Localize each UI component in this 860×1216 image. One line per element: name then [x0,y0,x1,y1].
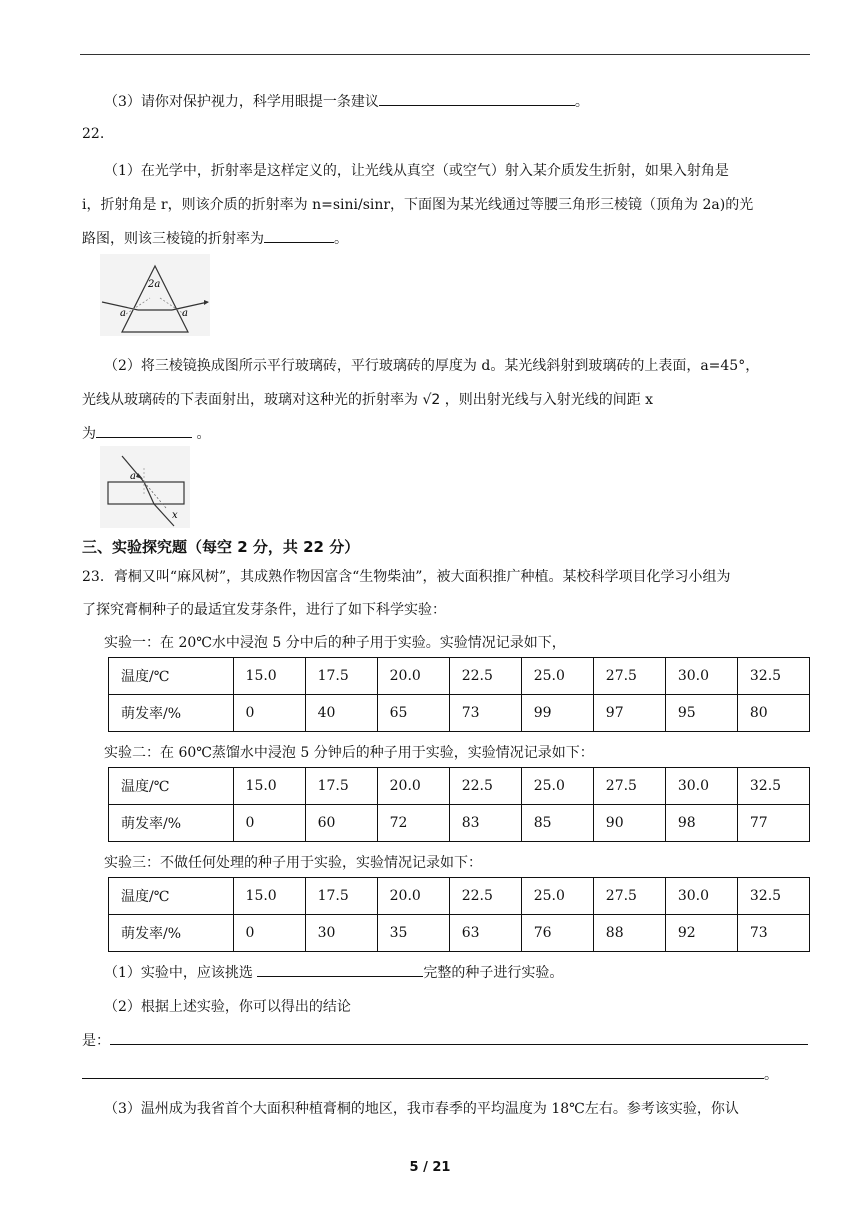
table-cell: 72 [377,805,449,842]
glass-slab-figure [100,446,190,528]
table-row [109,768,810,805]
table-cell: 17.5 [305,878,377,915]
table-cell: 30 [305,915,377,952]
table-row [109,878,810,915]
q23-part2-answer-line2 [82,1064,778,1084]
table-row [109,695,810,732]
table-row [109,915,810,952]
q22-p1-line3 [82,228,348,248]
table-cell: 90 [593,805,665,842]
table-cell: 83 [449,805,521,842]
table-cell: 97 [593,695,665,732]
q23-part3: （3）温州成为我省首个大面积种植膏桐的地区，我市春季的平均温度为 18℃左右。参考该实验，你认 [104,1101,739,1117]
q23-part2: （2）根据上述实验，你可以得出的结论 [104,999,351,1015]
table-cell: 40 [305,695,377,732]
answer-blank[interactable] [379,91,575,106]
table-cell: 17.5 [305,658,377,695]
table-cell: 63 [449,915,521,952]
q22-number: 22. [82,126,105,142]
table-cell: 32.5 [737,658,809,695]
table-cell: 15.0 [233,658,305,695]
table-cell: 20.0 [377,768,449,805]
table-cell: 0 [233,805,305,842]
q22-p1-line3-text: 路图，则该三棱镜的折射率为 [82,231,264,247]
table-cell: 88 [593,915,665,952]
table-cell: 25.0 [521,768,593,805]
table-cell: 25.0 [521,658,593,695]
answer-blank[interactable] [257,962,423,977]
table-cell: 95 [665,695,737,732]
right-angle-label: a [182,308,188,319]
experiment-1-table [108,657,810,732]
apex-angle-label: 2a [148,279,161,290]
q22-p2-line2-rest: ，则出射光线与入射光线的间距 x [440,392,654,408]
table-row [109,658,810,695]
table-cell: 98 [665,805,737,842]
table-cell: 萌发率/% [109,915,234,952]
table-cell: 85 [521,805,593,842]
q22-p1-line1: （1）在光学中，折射率是这样定义的，让光线从真空（或空气）射入某介质发生折射，如果入射角是 [104,163,729,179]
q23-part2-is: 是： [82,1033,110,1049]
table-cell: 15.0 [233,878,305,915]
header-rule [80,54,810,55]
q22-p2-line1: （2）将三棱镜换成图所示平行玻璃砖，平行玻璃砖的厚度为 d。某光线斜射到玻璃砖的上表面，a=45°， [104,358,760,374]
q21-part3 [104,91,589,111]
experiment-2-desc: 实验二：在 60℃蒸馏水中浸泡 5 分钟后的种子用于实验，实验情况记录如下： [104,745,594,761]
table-cell: 0 [233,915,305,952]
table-cell: 温度/℃ [109,768,234,805]
experiment-2-table [108,767,810,842]
table-cell: 92 [665,915,737,952]
q23-part1 [104,962,563,982]
table-cell: 60 [305,805,377,842]
table-cell: 0 [233,695,305,732]
table-cell: 76 [521,915,593,952]
q23-line2: 了探究膏桐种子的最适宜发芽条件，进行了如下科学实验： [82,602,446,618]
table-cell: 27.5 [593,768,665,805]
answer-blank[interactable] [110,1030,808,1045]
table-cell: 99 [521,695,593,732]
table-cell: 20.0 [377,878,449,915]
left-angle-label: a [120,308,126,319]
section-title: 三、实验探究题（每空 2 分，共 22 分） [82,538,360,556]
table-row [109,805,810,842]
table-cell: 30.0 [665,768,737,805]
q21-part3-end: 。 [574,94,589,110]
page-number: 5 / 21 [409,1160,451,1175]
table-cell: 萌发率/% [109,695,234,732]
table-cell: 25.0 [521,878,593,915]
table-cell: 65 [377,695,449,732]
q23-part1-text: （1）实验中，应该挑选 [104,965,258,981]
q21-part3-text: （3）请你对保护视力，科学用眼提一条建议 [104,94,379,110]
table-cell: 80 [737,695,809,732]
prism-diagram [100,254,210,336]
q23-line1: 23．膏桐又叫“麻风树”，其成熟作物因富含“生物柴油”，被大面积推广种植。某校科学项目化学习小组为 [82,569,731,585]
table-cell: 73 [737,915,809,952]
q22-p2-line3 [82,423,210,443]
table-cell: 30.0 [665,878,737,915]
table-cell: 22.5 [449,768,521,805]
table-cell: 温度/℃ [109,658,234,695]
answer-blank[interactable] [96,423,192,438]
offset-x-label: x [172,510,178,521]
table-cell: 17.5 [305,768,377,805]
answer-blank[interactable] [264,228,334,243]
q22-p2-line2 [82,389,653,409]
q23-part1-end: 完整的种子进行实验。 [423,965,564,981]
table-cell: 35 [377,915,449,952]
table-cell: 22.5 [449,658,521,695]
prism-figure [100,254,210,336]
table-cell: 萌发率/% [109,805,234,842]
q22-p2-line3-end: 。 [192,426,211,442]
table-cell: 27.5 [593,658,665,695]
table-cell: 77 [737,805,809,842]
answer-blank[interactable] [82,1064,764,1079]
table-cell: 温度/℃ [109,878,234,915]
experiment-1-desc: 实验一：在 20℃水中浸泡 5 分中后的种子用于实验。实验情况记录如下， [104,635,566,651]
glass-slab-diagram [100,446,190,528]
table-cell: 73 [449,695,521,732]
table-cell: 30.0 [665,658,737,695]
sqrt-two: √2 [422,392,441,408]
q23-part2-end: 。 [764,1067,778,1083]
table-cell: 20.0 [377,658,449,695]
table-cell: 15.0 [233,768,305,805]
q22-p2-line3-text: 为 [82,426,96,442]
table-cell: 27.5 [593,878,665,915]
q22-p1-line2: i，折射角是 r，则该介质的折射率为 n=sini/sinr，下面图为某光线通过等腰三角形三棱镜（顶角为 2a)的光 [82,197,754,213]
experiment-3-desc: 实验三：不做任何处理的种子用于实验，实验情况记录如下： [104,855,482,871]
experiment-3-table [108,877,810,952]
incidence-angle-label: a [130,471,136,482]
table-cell: 32.5 [737,878,809,915]
q22-p1-line3-end: 。 [334,231,348,247]
q23-part2-answer-line1 [82,1030,808,1050]
table-cell: 22.5 [449,878,521,915]
table-cell: 32.5 [737,768,809,805]
q22-p2-line2-text: 光线从玻璃砖的下表面射出，玻璃对这种光的折射率为 [82,392,423,408]
